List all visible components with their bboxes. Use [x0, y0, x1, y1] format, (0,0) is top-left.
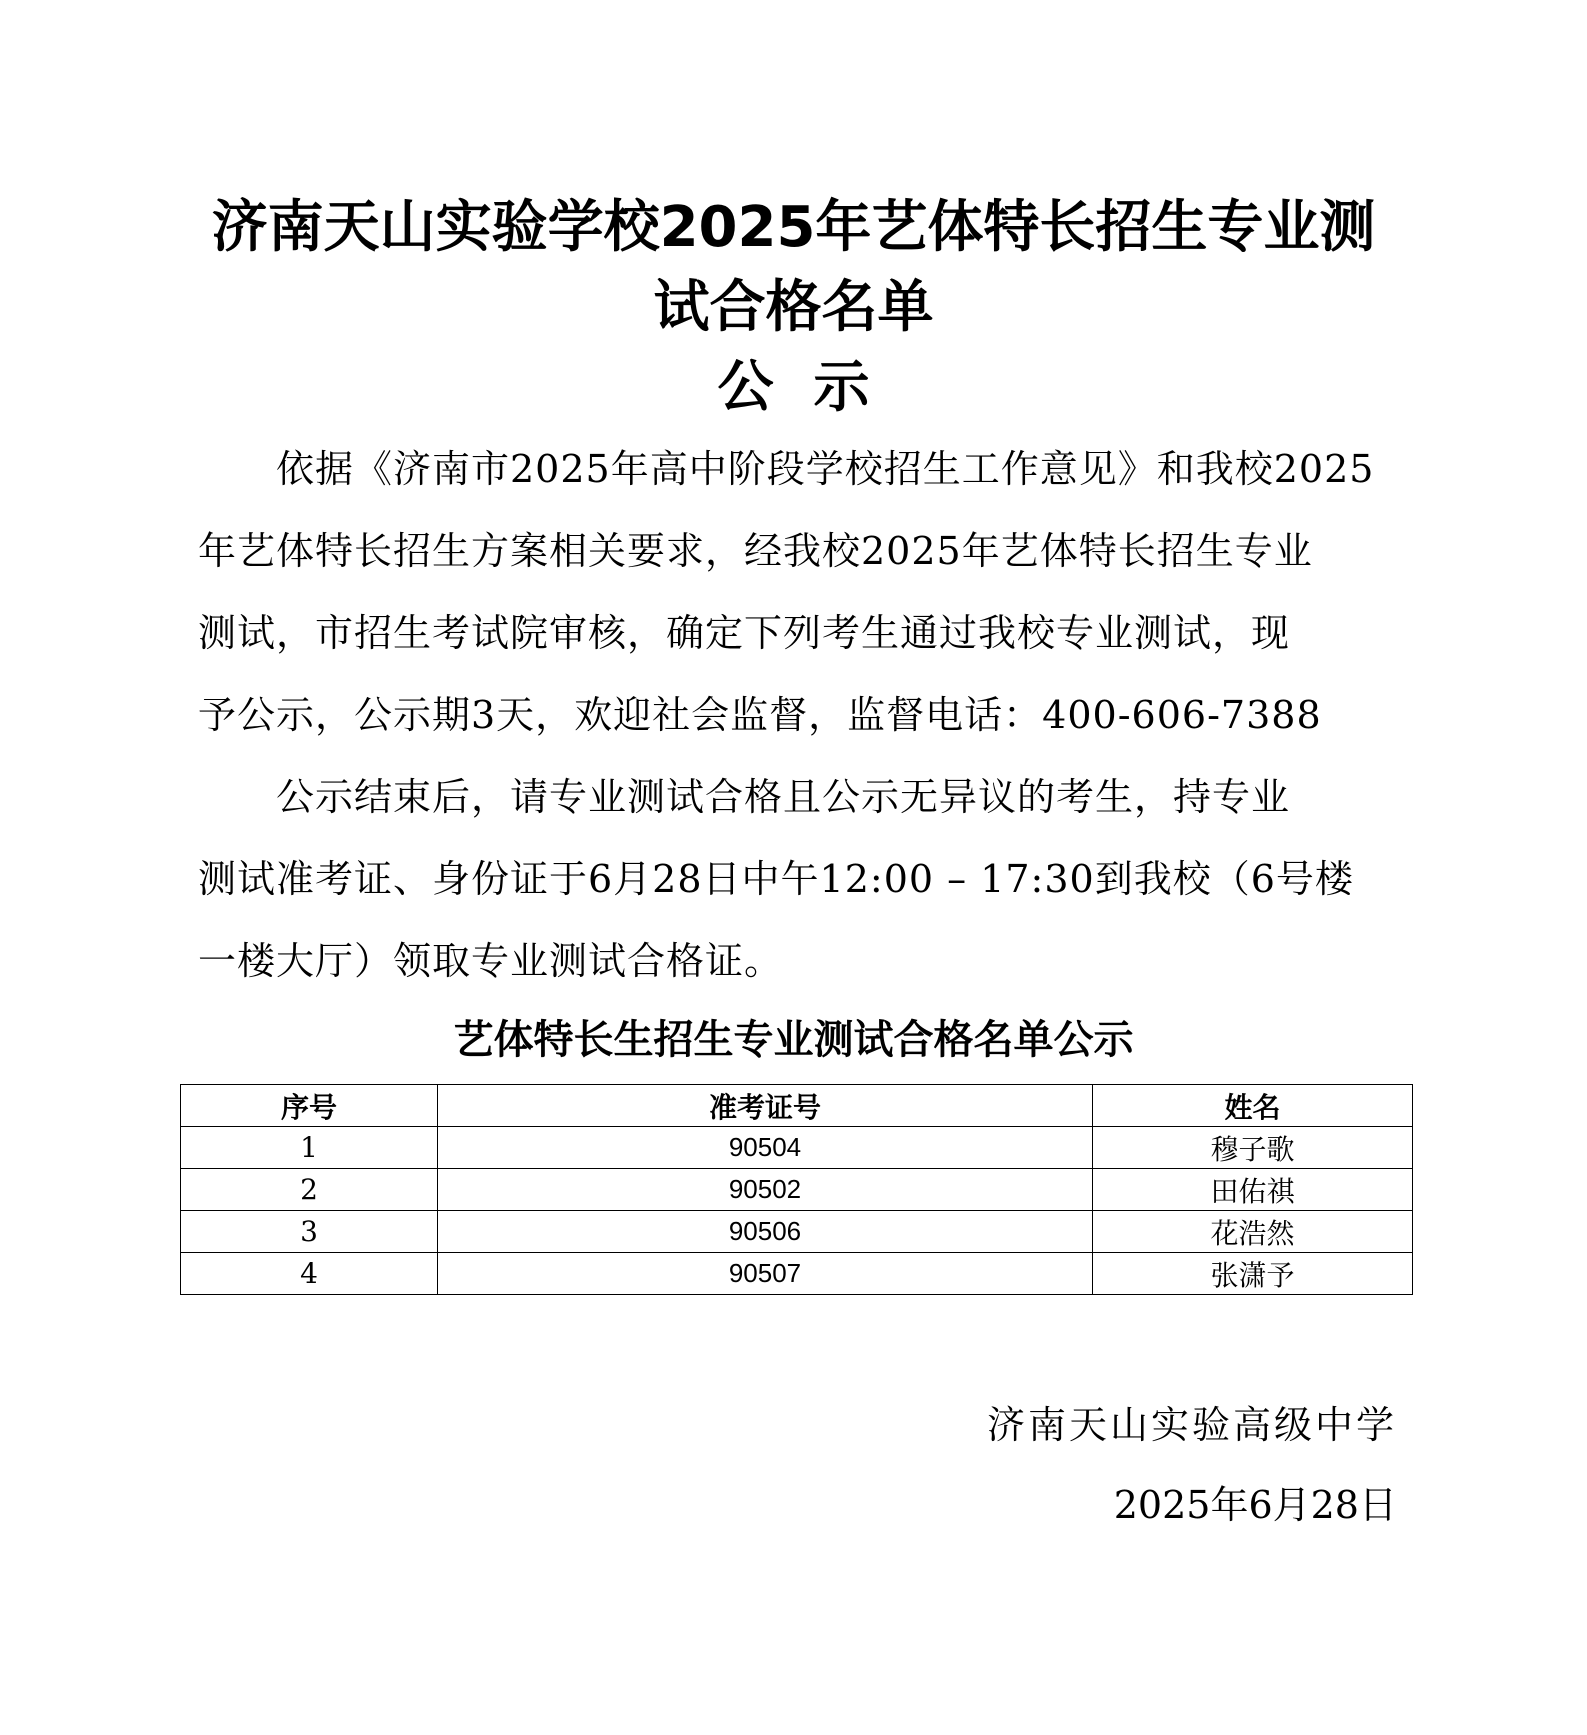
notice-title-line-2: 试合格名单: [653, 275, 934, 340]
cell-seq: 2: [181, 1169, 438, 1211]
cell-name: 田佑祺: [1093, 1169, 1413, 1211]
cell-ticket-number: 90502: [438, 1169, 1093, 1211]
signature-organization: 济南天山实验高级中学: [986, 1403, 1397, 1447]
header-seq: 序号: [181, 1085, 438, 1127]
qualified-list-table: [180, 1084, 1413, 1295]
paragraph-line-1: 依据《济南市2025年高中阶段学校招生工作意见》和我校2025: [198, 447, 1375, 491]
table-title: 艺体特长生招生专业测试合格名单公示: [453, 1016, 1134, 1063]
cell-name: 穆子歌: [1093, 1127, 1413, 1169]
signature-date: 2025年6月28日: [1113, 1483, 1397, 1527]
cell-ticket-number: 90504: [438, 1127, 1093, 1169]
cell-ticket-number: 90506: [438, 1211, 1093, 1253]
table-header-row: [181, 1085, 1413, 1127]
paragraph-line-4: 予公示，公示期3天，欢迎社会监督，监督电话：400-606-7388: [198, 693, 1322, 737]
paragraph-line-7: 一楼大厅）领取专业测试合格证。: [198, 939, 784, 983]
table-row: [181, 1253, 1413, 1295]
paragraph-line-2: 年艺体特长招生方案相关要求，经我校2025年艺体特长招生专业: [198, 529, 1313, 573]
paragraph-line-6: 测试准考证、身份证于6月28日中午12:00 – 17:30到我校（6号楼: [198, 857, 1354, 901]
header-name: 姓名: [1093, 1085, 1413, 1127]
cell-seq: 4: [181, 1253, 438, 1295]
cell-name: 花浩然: [1093, 1211, 1413, 1253]
cell-seq: 1: [181, 1127, 438, 1169]
table-row: [181, 1169, 1413, 1211]
paragraph-line-3: 测试，市招生考试院审核，确定下列考生通过我校专业测试，现: [198, 611, 1291, 655]
header-ticket-number: 准考证号: [438, 1085, 1093, 1127]
cell-seq: 3: [181, 1211, 438, 1253]
cell-ticket-number: 90507: [438, 1253, 1093, 1295]
table-row: [181, 1211, 1413, 1253]
paragraph-line-5: 公示结束后，请专业测试合格且公示无异议的考生，持专业: [198, 775, 1291, 819]
table-row: [181, 1127, 1413, 1169]
notice-title-line-1: 济南天山实验学校2025年艺体特长招生专业测: [211, 195, 1376, 260]
notice-title-public: 公示: [717, 355, 910, 420]
cell-name: 张潇予: [1093, 1253, 1413, 1295]
